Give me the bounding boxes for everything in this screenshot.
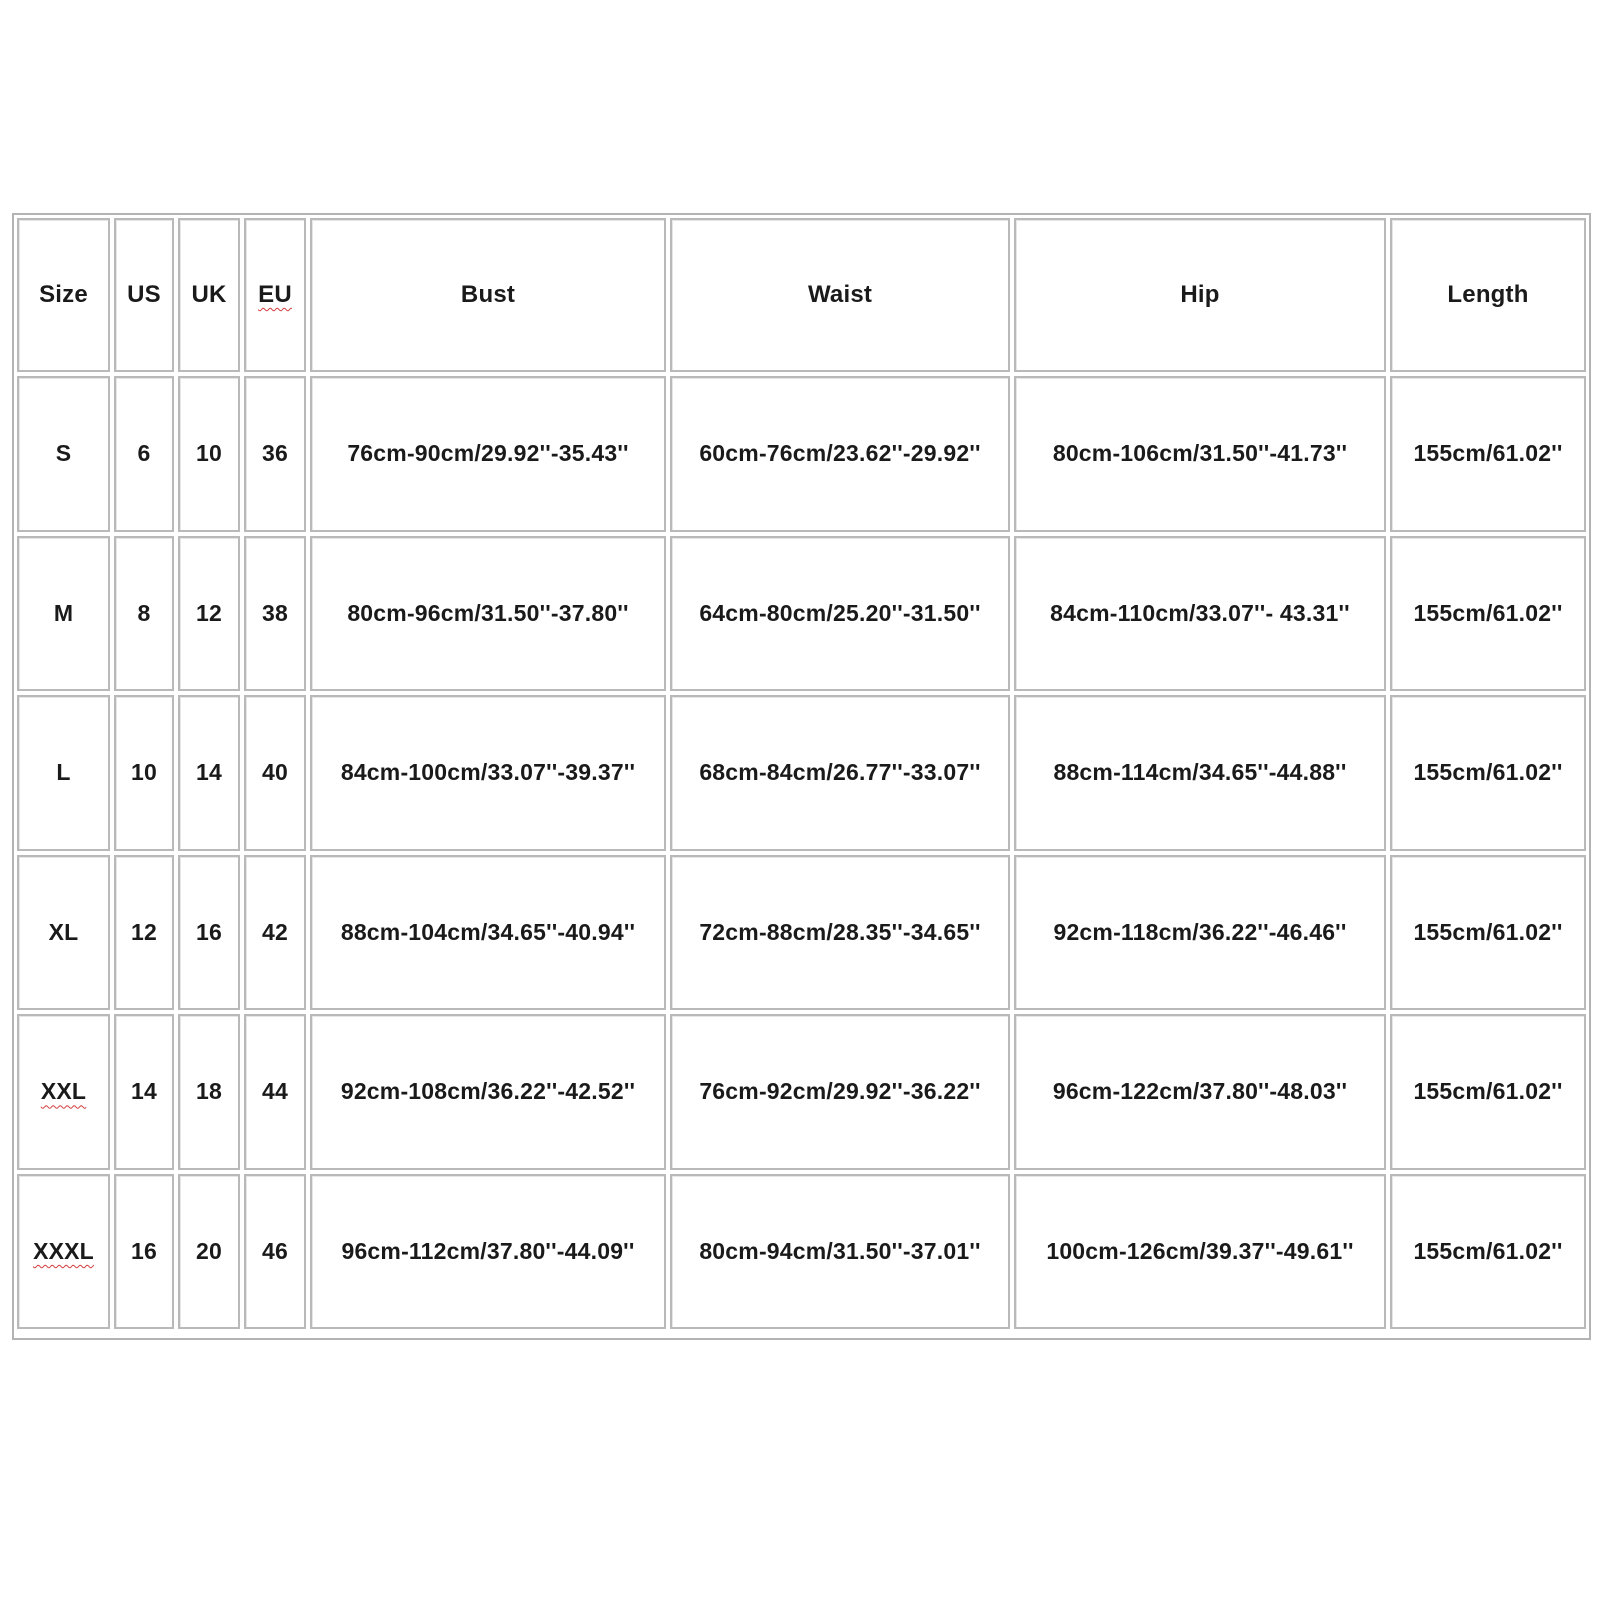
cell-uk: 12 xyxy=(178,536,240,692)
cell-us: 6 xyxy=(114,376,174,532)
cell-us: 8 xyxy=(114,536,174,692)
header-eu-label: EU xyxy=(258,281,292,308)
cell-waist: 68cm-84cm/26.77''-33.07'' xyxy=(670,695,1010,851)
cell-uk: 14 xyxy=(178,695,240,851)
cell-length: 155cm/61.02'' xyxy=(1390,695,1586,851)
cell-bust: 84cm-100cm/33.07''-39.37'' xyxy=(310,695,666,851)
cell-size: M xyxy=(17,536,110,692)
cell-size: L xyxy=(17,695,110,851)
header-eu xyxy=(244,218,306,372)
cell-waist: 64cm-80cm/25.20''-31.50'' xyxy=(670,536,1010,692)
cell-size-label: XXXL xyxy=(33,1237,94,1264)
header-size: Size xyxy=(17,218,110,372)
cell-uk: 16 xyxy=(178,855,240,1011)
cell-uk: 18 xyxy=(178,1014,240,1170)
cell-waist: 80cm-94cm/31.50''-37.01'' xyxy=(670,1174,1010,1330)
cell-hip: 88cm-114cm/34.65''-44.88'' xyxy=(1014,695,1386,851)
size-chart xyxy=(12,213,1591,1340)
cell-eu: 40 xyxy=(244,695,306,851)
table-row xyxy=(17,536,1586,692)
cell-waist: 72cm-88cm/28.35''-34.65'' xyxy=(670,855,1010,1011)
cell-length: 155cm/61.02'' xyxy=(1390,855,1586,1011)
cell-eu: 38 xyxy=(244,536,306,692)
cell-us: 12 xyxy=(114,855,174,1011)
header-waist: Waist xyxy=(670,218,1010,372)
cell-size: XL xyxy=(17,855,110,1011)
cell-hip: 92cm-118cm/36.22''-46.46'' xyxy=(1014,855,1386,1011)
cell-eu: 44 xyxy=(244,1014,306,1170)
cell-hip: 84cm-110cm/33.07''- 43.31'' xyxy=(1014,536,1386,692)
header-us: US xyxy=(114,218,174,372)
header-bust: Bust xyxy=(310,218,666,372)
header-uk: UK xyxy=(178,218,240,372)
cell-length: 155cm/61.02'' xyxy=(1390,536,1586,692)
cell-us: 10 xyxy=(114,695,174,851)
cell-hip: 80cm-106cm/31.50''-41.73'' xyxy=(1014,376,1386,532)
cell-eu: 42 xyxy=(244,855,306,1011)
table-row xyxy=(17,855,1586,1011)
cell-size-label: XXL xyxy=(40,1078,87,1105)
cell-hip: 100cm-126cm/39.37''-49.61'' xyxy=(1014,1174,1386,1330)
table-row xyxy=(17,376,1586,532)
cell-uk: 20 xyxy=(178,1174,240,1330)
cell-length: 155cm/61.02'' xyxy=(1390,1174,1586,1330)
cell-length: 155cm/61.02'' xyxy=(1390,376,1586,532)
cell-bust: 96cm-112cm/37.80''-44.09'' xyxy=(310,1174,666,1330)
cell-eu: 46 xyxy=(244,1174,306,1330)
size-table xyxy=(13,214,1590,1333)
table-header-row xyxy=(17,218,1586,372)
cell-bust: 88cm-104cm/34.65''-40.94'' xyxy=(310,855,666,1011)
cell-bust: 92cm-108cm/36.22''-42.52'' xyxy=(310,1014,666,1170)
cell-waist: 60cm-76cm/23.62''-29.92'' xyxy=(670,376,1010,532)
cell-eu: 36 xyxy=(244,376,306,532)
cell-bust: 80cm-96cm/31.50''-37.80'' xyxy=(310,536,666,692)
cell-size xyxy=(17,1174,110,1330)
table-row xyxy=(17,1174,1586,1330)
cell-bust: 76cm-90cm/29.92''-35.43'' xyxy=(310,376,666,532)
cell-us: 14 xyxy=(114,1014,174,1170)
cell-us: 16 xyxy=(114,1174,174,1330)
header-length: Length xyxy=(1390,218,1586,372)
cell-hip: 96cm-122cm/37.80''-48.03'' xyxy=(1014,1014,1386,1170)
cell-size: S xyxy=(17,376,110,532)
cell-uk: 10 xyxy=(178,376,240,532)
table-row xyxy=(17,1014,1586,1170)
cell-waist: 76cm-92cm/29.92''-36.22'' xyxy=(670,1014,1010,1170)
cell-length: 155cm/61.02'' xyxy=(1390,1014,1586,1170)
cell-size xyxy=(17,1014,110,1170)
table-row xyxy=(17,695,1586,851)
header-hip: Hip xyxy=(1014,218,1386,372)
